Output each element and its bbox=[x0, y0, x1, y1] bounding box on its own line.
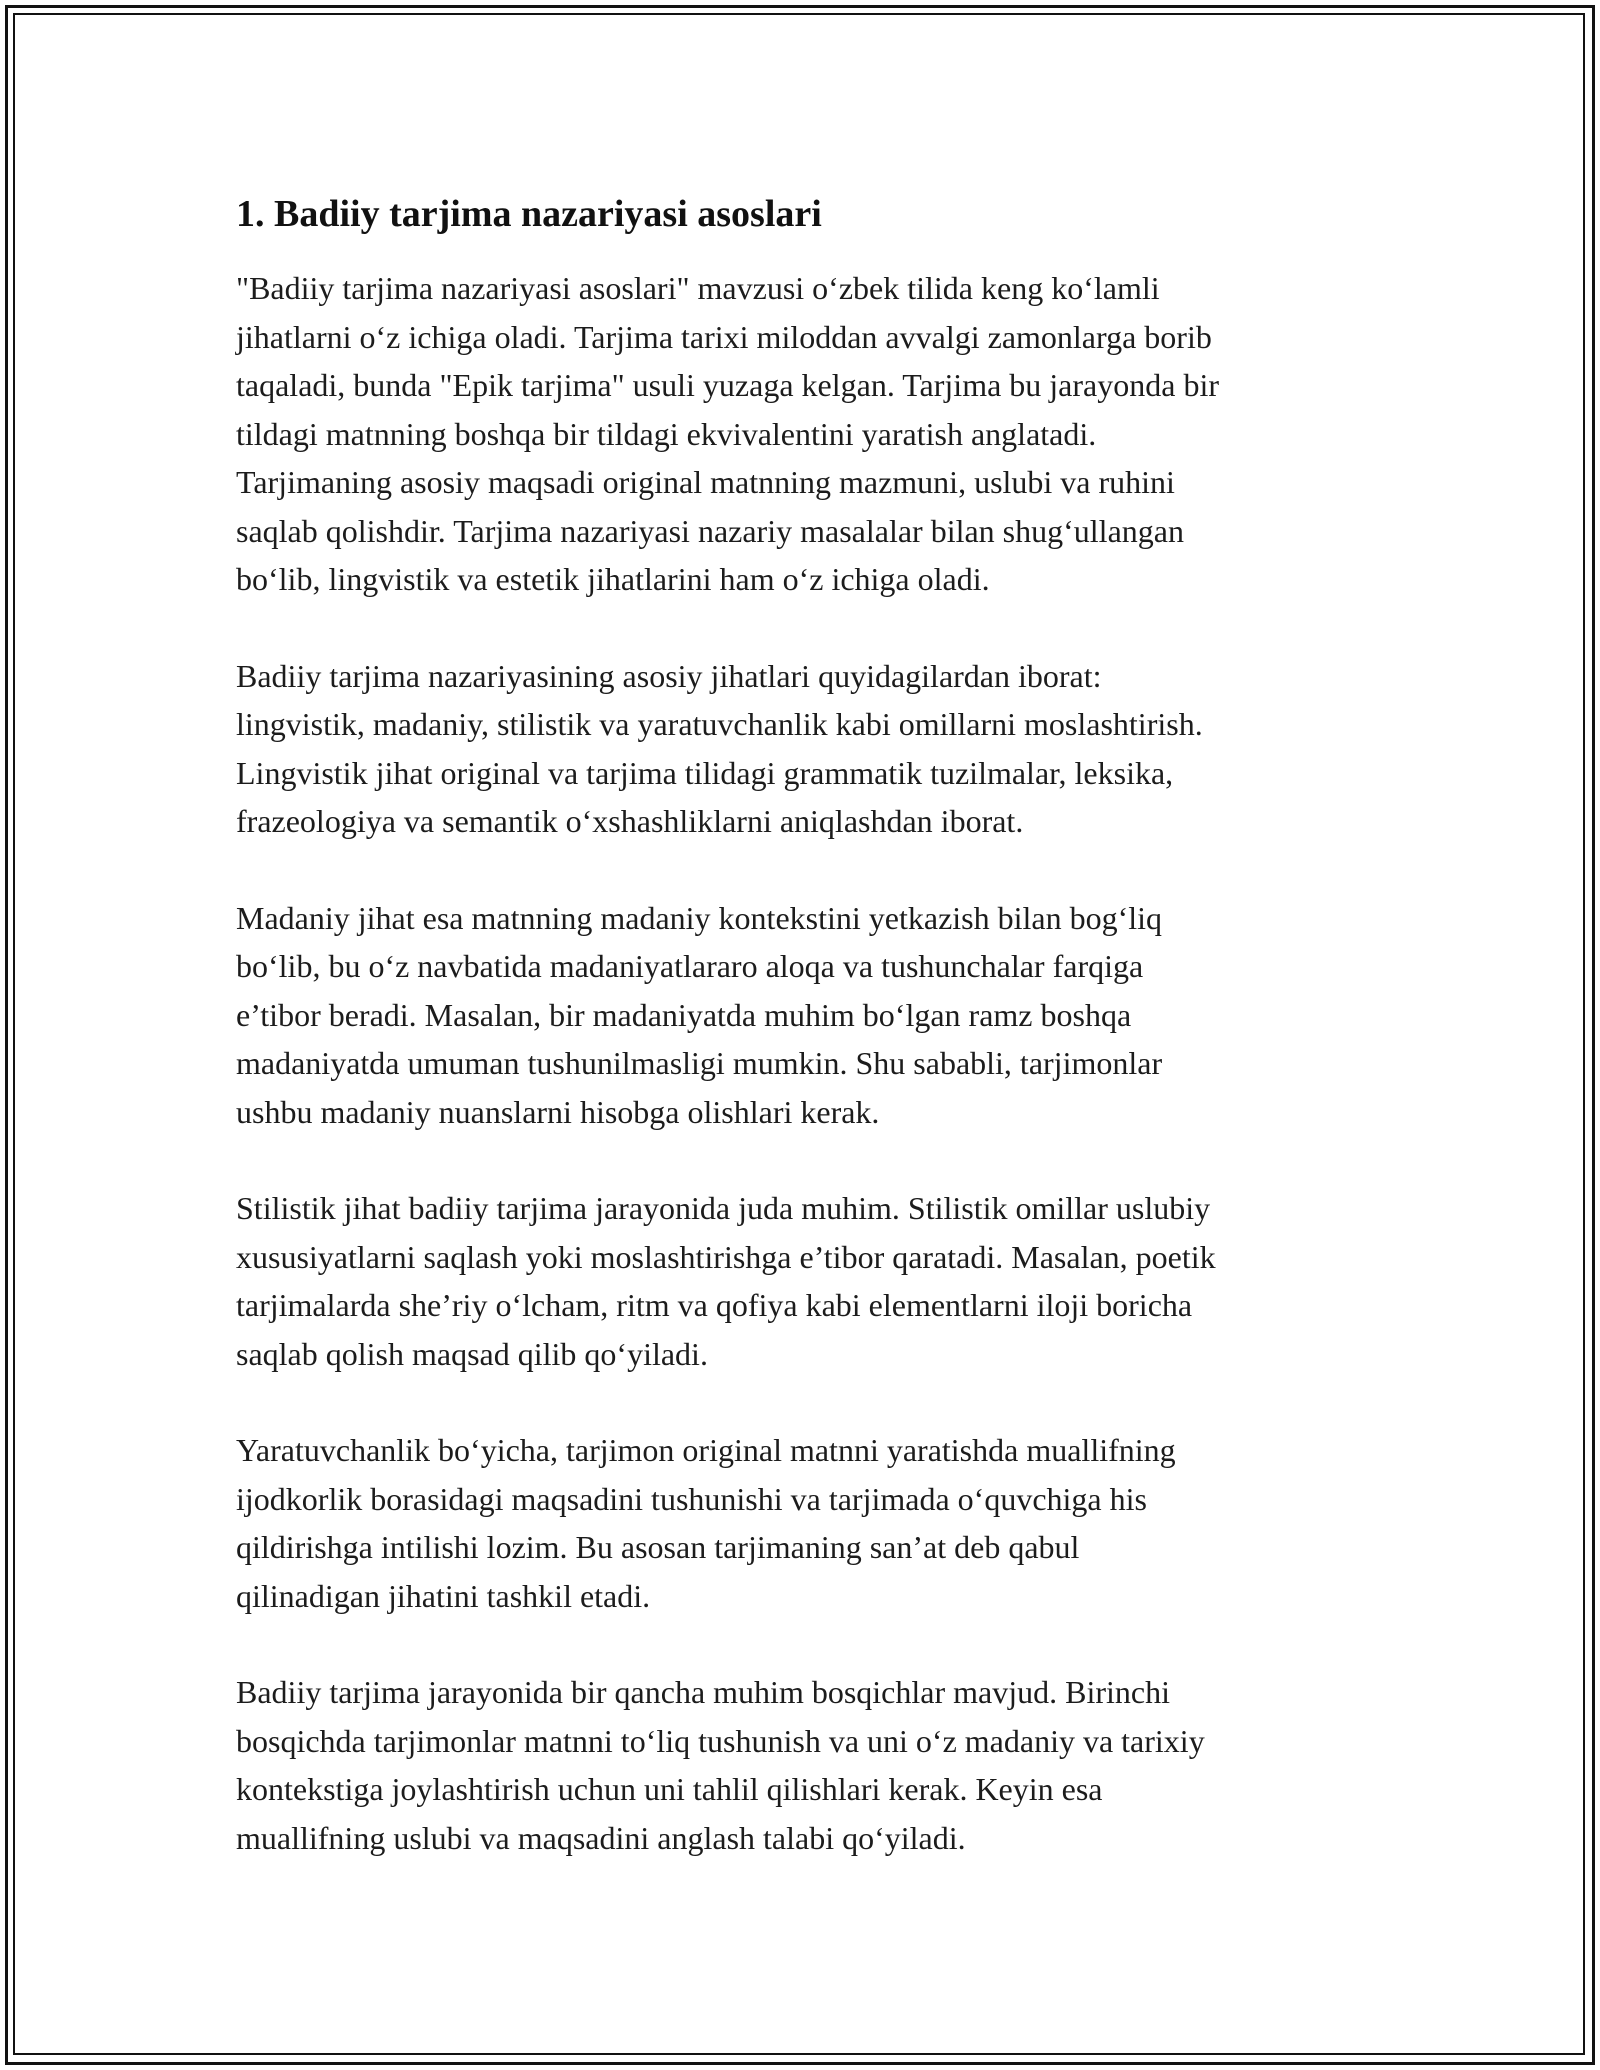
paragraph bbox=[236, 894, 1396, 1137]
paragraph-line: Tarjimaning asosiy maqsadi original matnning mazmuni, uslubi va ruhini bbox=[236, 464, 1175, 500]
paragraph-line: jihatlarni o‘z ichiga oladi. Tarjima tarixi miloddan avvalgi zamonlarga borib bbox=[236, 318, 1212, 355]
paragraph-line: tildagi matnning boshqa bir tildagi ekvivalentini yaratish anglatadi. bbox=[236, 415, 1097, 452]
paragraph-line: "Badiiy tarjima nazariyasi asoslari" mavzusi o‘zbek tilida keng ko‘lamli bbox=[236, 270, 1160, 306]
paragraph-line: bosqichda tarjimonlar matnni to‘liq tushunish va uni o‘z madaniy va tarixiy bbox=[236, 1722, 1205, 1759]
paragraph-line: Madaniy jihat esa matnning madaniy kontekstini yetkazish bilan bog‘liq bbox=[236, 899, 1163, 936]
section-heading: 1. Badiiy tarjima nazariyasi asoslari bbox=[236, 193, 822, 235]
paragraph-line: xususiyatlarni saqlash yoki moslashtirishga e’tibor qaratadi. Masalan, poetik bbox=[236, 1238, 1216, 1275]
paragraph-line: kontekstiga joylashtirish uchun uni tahlil qilishlari kerak. Keyin esa bbox=[236, 1771, 1103, 1807]
paragraph bbox=[236, 652, 1396, 846]
paragraph-line: Yaratuvchanlik bo‘yicha, tarjimon original matnni yaratishda muallifning bbox=[236, 1432, 1176, 1468]
document-body bbox=[236, 186, 1396, 1910]
paragraph-line: e’tibor beradi. Masalan, bir madaniyatda muhim bo‘lgan ramz boshqa bbox=[236, 996, 1132, 1033]
paragraph-line: ushbu madaniy nuanslarni hisobga olishlari kerak. bbox=[236, 1093, 880, 1130]
paragraph-line: Badiiy tarjima jarayonida bir qancha muhim bosqichlar mavjud. Birinchi bbox=[236, 1674, 1170, 1710]
paragraph-line: Stilistik jihat badiiy tarjima jarayonida juda muhim. Stilistik omillar uslubiy bbox=[236, 1190, 1211, 1226]
paragraph-line: Badiiy tarjima nazariyasining asosiy jihatlari quyidagilardan iborat: bbox=[236, 657, 1102, 694]
paragraph-line: taqaladi, bunda "Epik tarjima" usuli yuzaga kelgan. Tarjima bu jarayonda bir bbox=[236, 367, 1219, 403]
paragraph bbox=[236, 1426, 1396, 1620]
paragraph-line: saqlab qolish maqsad qilib qo‘yiladi. bbox=[236, 1335, 708, 1372]
paragraph-line: muallifning uslubi va maqsadini anglash talabi qo‘yiladi. bbox=[236, 1819, 966, 1856]
paragraph-list bbox=[236, 264, 1396, 1862]
paragraph-line: bo‘lib, bu o‘z navbatida madaniyatlararo aloqa va tushunchalar farqiga bbox=[236, 948, 1144, 984]
paragraph-line: frazeologiya va semantik o‘xshashliklarni aniqlashdan iborat. bbox=[236, 803, 1024, 839]
paragraph-line: qildirishga intilishi lozim. Bu asosan tarjimaning san’at deb qabul bbox=[236, 1529, 1080, 1565]
paragraph-line: Lingvistik jihat original va tarjima tilidagi grammatik tuzilmalar, leksika, bbox=[236, 754, 1174, 791]
paragraph bbox=[236, 264, 1396, 604]
paragraph-line: ijodkorlik borasidagi maqsadini tushunishi va tarjimada o‘quvchiga his bbox=[236, 1480, 1147, 1517]
paragraph bbox=[236, 1184, 1396, 1378]
paragraph-line: saqlab qolishdir. Tarjima nazariyasi nazariy masalalar bilan shug‘ullangan bbox=[236, 512, 1184, 549]
paragraph-line: madaniyatda umuman tushunilmasligi mumkin. Shu sababli, tarjimonlar bbox=[236, 1045, 1163, 1081]
paragraph bbox=[236, 1668, 1396, 1862]
paragraph-line: bo‘lib, lingvistik va estetik jihatlarini ham o‘z ichiga oladi. bbox=[236, 561, 990, 597]
paragraph-line: qilinadigan jihatini tashkil etadi. bbox=[236, 1577, 651, 1614]
paragraph-line: tarjimalarda she’riy o‘lcham, ritm va qofiya kabi elementlarni iloji boricha bbox=[236, 1287, 1193, 1323]
paragraph-line: lingvistik, madaniy, stilistik va yaratuvchanlik kabi omillarni moslashtirish. bbox=[236, 706, 1203, 742]
